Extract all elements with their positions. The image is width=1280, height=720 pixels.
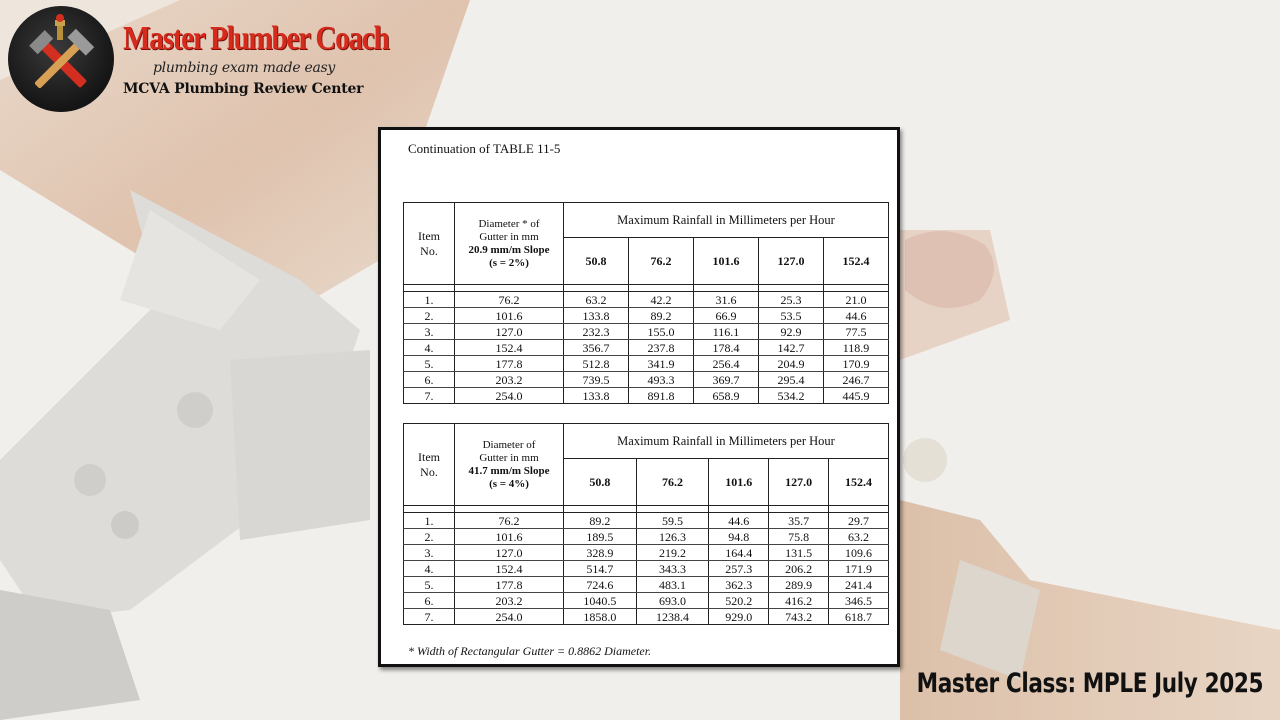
item-number-cell: 4. bbox=[404, 561, 455, 577]
rainfall-value-cell: 514.7 bbox=[564, 561, 637, 577]
spacer-cell bbox=[709, 506, 769, 513]
rainfall-value-cell: 75.8 bbox=[769, 529, 829, 545]
diameter-header bbox=[455, 424, 564, 506]
brand-tagline: plumbing exam made easy bbox=[153, 60, 335, 76]
item-header-line: Item bbox=[418, 228, 440, 243]
rainfall-column-header: 76.2 bbox=[629, 238, 694, 285]
rainfall-value-cell: 341.9 bbox=[629, 356, 694, 372]
spacer-cell bbox=[564, 506, 637, 513]
item-header-line: No. bbox=[420, 243, 438, 258]
item-number-cell: 6. bbox=[404, 372, 455, 388]
rainfall-value-cell: 246.7 bbox=[824, 372, 889, 388]
item-number-cell: 5. bbox=[404, 577, 455, 593]
rainfall-value-cell: 241.4 bbox=[829, 577, 889, 593]
rainfall-value-cell: 126.3 bbox=[636, 529, 709, 545]
brand-subtitle: MCVA Plumbing Review Center bbox=[123, 81, 364, 97]
spacer-cell bbox=[824, 285, 889, 292]
rainfall-value-cell: 42.2 bbox=[629, 292, 694, 308]
diameter-header-line: Gutter in mm bbox=[479, 451, 539, 464]
spacer-cell bbox=[455, 506, 564, 513]
table-row bbox=[404, 324, 889, 340]
table-row bbox=[404, 513, 889, 529]
rainfall-value-cell: 89.2 bbox=[629, 308, 694, 324]
spacer-cell bbox=[829, 506, 889, 513]
item-header bbox=[404, 203, 455, 285]
rainfall-value-cell: 416.2 bbox=[769, 593, 829, 609]
item-number-cell: 6. bbox=[404, 593, 455, 609]
rainfall-value-cell: 693.0 bbox=[636, 593, 709, 609]
spacer-row bbox=[404, 285, 889, 292]
rainfall-value-cell: 356.7 bbox=[564, 340, 629, 356]
rainfall-value-cell: 483.1 bbox=[636, 577, 709, 593]
diameter-header-line: 41.7 mm/m Slope bbox=[468, 464, 550, 477]
table-row bbox=[404, 356, 889, 372]
rainfall-column-header: 152.4 bbox=[829, 459, 889, 506]
rainfall-header: Maximum Rainfall in Millimeters per Hour bbox=[564, 424, 889, 459]
rainfall-value-cell: 133.8 bbox=[564, 308, 629, 324]
diameter-header bbox=[455, 203, 564, 285]
rainfall-value-cell: 63.2 bbox=[829, 529, 889, 545]
table-row bbox=[404, 308, 889, 324]
rainfall-value-cell: 618.7 bbox=[829, 609, 889, 625]
diameter-cell: 127.0 bbox=[455, 324, 564, 340]
rainfall-value-cell: 520.2 bbox=[709, 593, 769, 609]
rainfall-value-cell: 155.0 bbox=[629, 324, 694, 340]
rainfall-value-cell: 118.9 bbox=[824, 340, 889, 356]
diameter-header-line: Gutter in mm bbox=[479, 230, 539, 243]
rainfall-column-header: 127.0 bbox=[759, 238, 824, 285]
rainfall-value-cell: 204.9 bbox=[759, 356, 824, 372]
item-header-line: Item bbox=[418, 449, 440, 464]
rainfall-value-cell: 131.5 bbox=[769, 545, 829, 561]
spacer-cell bbox=[404, 285, 455, 292]
table-row bbox=[404, 577, 889, 593]
diameter-cell: 254.0 bbox=[455, 388, 564, 404]
rainfall-value-cell: 512.8 bbox=[564, 356, 629, 372]
rainfall-value-cell: 63.2 bbox=[564, 292, 629, 308]
rainfall-value-cell: 929.0 bbox=[709, 609, 769, 625]
rainfall-value-cell: 164.4 bbox=[709, 545, 769, 561]
rainfall-value-cell: 116.1 bbox=[694, 324, 759, 340]
crossed-wrench-hammer-icon bbox=[8, 6, 114, 112]
diameter-cell: 203.2 bbox=[455, 372, 564, 388]
rainfall-value-cell: 369.7 bbox=[694, 372, 759, 388]
diameter-header-line: Diameter * of bbox=[478, 217, 540, 230]
diameter-cell: 101.6 bbox=[455, 529, 564, 545]
spacer-cell bbox=[629, 285, 694, 292]
item-header bbox=[404, 424, 455, 506]
footer-title: Master Class: MPLE July 2025 bbox=[916, 668, 1263, 699]
rainfall-value-cell: 189.5 bbox=[564, 529, 637, 545]
footnote: * Width of Rectangular Gutter = 0.8862 Diameter. bbox=[408, 644, 652, 658]
rainfall-value-cell: 178.4 bbox=[694, 340, 759, 356]
brand-title: Master Plumber Coach bbox=[123, 20, 389, 57]
diameter-cell: 101.6 bbox=[455, 308, 564, 324]
rainfall-value-cell: 53.5 bbox=[759, 308, 824, 324]
rainfall-value-cell: 328.9 bbox=[564, 545, 637, 561]
table-body bbox=[404, 285, 889, 404]
rainfall-value-cell: 92.9 bbox=[759, 324, 824, 340]
diameter-cell: 76.2 bbox=[455, 292, 564, 308]
item-number-cell: 1. bbox=[404, 513, 455, 529]
rainfall-value-cell: 170.9 bbox=[824, 356, 889, 372]
rainfall-value-cell: 77.5 bbox=[824, 324, 889, 340]
table-row bbox=[404, 609, 889, 625]
rainfall-value-cell: 142.7 bbox=[759, 340, 824, 356]
table-row bbox=[404, 340, 889, 356]
rainfall-value-cell: 133.8 bbox=[564, 388, 629, 404]
diameter-header-line: Diameter of bbox=[482, 438, 536, 451]
diameter-header-line: (s = 4%) bbox=[489, 477, 529, 490]
rainfall-value-cell: 346.5 bbox=[829, 593, 889, 609]
spacer-cell bbox=[404, 506, 455, 513]
rainfall-value-cell: 89.2 bbox=[564, 513, 637, 529]
item-number-cell: 5. bbox=[404, 356, 455, 372]
rainfall-value-cell: 1040.5 bbox=[564, 593, 637, 609]
rainfall-value-cell: 21.0 bbox=[824, 292, 889, 308]
document-panel bbox=[378, 127, 900, 667]
item-number-cell: 7. bbox=[404, 609, 455, 625]
table-row bbox=[404, 372, 889, 388]
table-row bbox=[404, 545, 889, 561]
rainfall-value-cell: 25.3 bbox=[759, 292, 824, 308]
rainfall-value-cell: 362.3 bbox=[709, 577, 769, 593]
rainfall-value-cell: 289.9 bbox=[769, 577, 829, 593]
rainfall-value-cell: 724.6 bbox=[564, 577, 637, 593]
spacer-row bbox=[404, 506, 889, 513]
diameter-header-line: (s = 2%) bbox=[489, 256, 529, 269]
item-number-cell: 1. bbox=[404, 292, 455, 308]
rainfall-column-header: 50.8 bbox=[564, 238, 629, 285]
rainfall-value-cell: 35.7 bbox=[769, 513, 829, 529]
diameter-cell: 127.0 bbox=[455, 545, 564, 561]
rainfall-value-cell: 493.3 bbox=[629, 372, 694, 388]
rainfall-value-cell: 219.2 bbox=[636, 545, 709, 561]
rainfall-value-cell: 295.4 bbox=[759, 372, 824, 388]
table-body bbox=[404, 506, 889, 625]
spacer-cell bbox=[455, 285, 564, 292]
table-row bbox=[404, 593, 889, 609]
rainfall-value-cell: 743.2 bbox=[769, 609, 829, 625]
table-row bbox=[404, 561, 889, 577]
rainfall-value-cell: 206.2 bbox=[769, 561, 829, 577]
rainfall-value-cell: 59.5 bbox=[636, 513, 709, 529]
item-number-cell: 2. bbox=[404, 308, 455, 324]
rainfall-value-cell: 94.8 bbox=[709, 529, 769, 545]
rainfall-value-cell: 256.4 bbox=[694, 356, 759, 372]
rainfall-value-cell: 891.8 bbox=[629, 388, 694, 404]
rainfall-value-cell: 66.9 bbox=[694, 308, 759, 324]
spacer-cell bbox=[636, 506, 709, 513]
diameter-cell: 177.8 bbox=[455, 356, 564, 372]
rainfall-value-cell: 1238.4 bbox=[636, 609, 709, 625]
table-row bbox=[404, 388, 889, 404]
rainfall-value-cell: 171.9 bbox=[829, 561, 889, 577]
rainfall-table-slope-2pct bbox=[403, 202, 889, 404]
rainfall-column-header: 50.8 bbox=[564, 459, 637, 506]
rainfall-value-cell: 44.6 bbox=[824, 308, 889, 324]
rainfall-value-cell: 739.5 bbox=[564, 372, 629, 388]
rainfall-value-cell: 109.6 bbox=[829, 545, 889, 561]
rainfall-value-cell: 445.9 bbox=[824, 388, 889, 404]
rainfall-column-header: 101.6 bbox=[709, 459, 769, 506]
diameter-cell: 152.4 bbox=[455, 340, 564, 356]
diameter-cell: 203.2 bbox=[455, 593, 564, 609]
rainfall-value-cell: 1858.0 bbox=[564, 609, 637, 625]
item-number-cell: 4. bbox=[404, 340, 455, 356]
rainfall-value-cell: 658.9 bbox=[694, 388, 759, 404]
rainfall-value-cell: 534.2 bbox=[759, 388, 824, 404]
rainfall-value-cell: 31.6 bbox=[694, 292, 759, 308]
diameter-cell: 76.2 bbox=[455, 513, 564, 529]
rainfall-value-cell: 343.3 bbox=[636, 561, 709, 577]
spacer-cell bbox=[759, 285, 824, 292]
rainfall-value-cell: 237.8 bbox=[629, 340, 694, 356]
document-title: Continuation of TABLE 11-5 bbox=[408, 141, 561, 156]
table-row bbox=[404, 292, 889, 308]
item-number-cell: 3. bbox=[404, 324, 455, 340]
table-row bbox=[404, 529, 889, 545]
diameter-cell: 152.4 bbox=[455, 561, 564, 577]
diameter-cell: 177.8 bbox=[455, 577, 564, 593]
spacer-cell bbox=[564, 285, 629, 292]
spacer-cell bbox=[769, 506, 829, 513]
item-number-cell: 3. bbox=[404, 545, 455, 561]
brand-logo bbox=[8, 6, 114, 112]
item-number-cell: 7. bbox=[404, 388, 455, 404]
rainfall-value-cell: 29.7 bbox=[829, 513, 889, 529]
rainfall-header: Maximum Rainfall in Millimeters per Hour bbox=[564, 203, 889, 238]
rainfall-value-cell: 44.6 bbox=[709, 513, 769, 529]
rainfall-column-header: 152.4 bbox=[824, 238, 889, 285]
diameter-header-line: 20.9 mm/m Slope bbox=[468, 243, 550, 256]
rainfall-column-header: 101.6 bbox=[694, 238, 759, 285]
rainfall-value-cell: 257.3 bbox=[709, 561, 769, 577]
rainfall-column-header: 76.2 bbox=[636, 459, 709, 506]
item-header-line: No. bbox=[420, 464, 438, 479]
diameter-cell: 254.0 bbox=[455, 609, 564, 625]
spacer-cell bbox=[694, 285, 759, 292]
rainfall-value-cell: 232.3 bbox=[564, 324, 629, 340]
item-number-cell: 2. bbox=[404, 529, 455, 545]
rainfall-column-header: 127.0 bbox=[769, 459, 829, 506]
rainfall-table-slope-4pct bbox=[403, 423, 889, 625]
